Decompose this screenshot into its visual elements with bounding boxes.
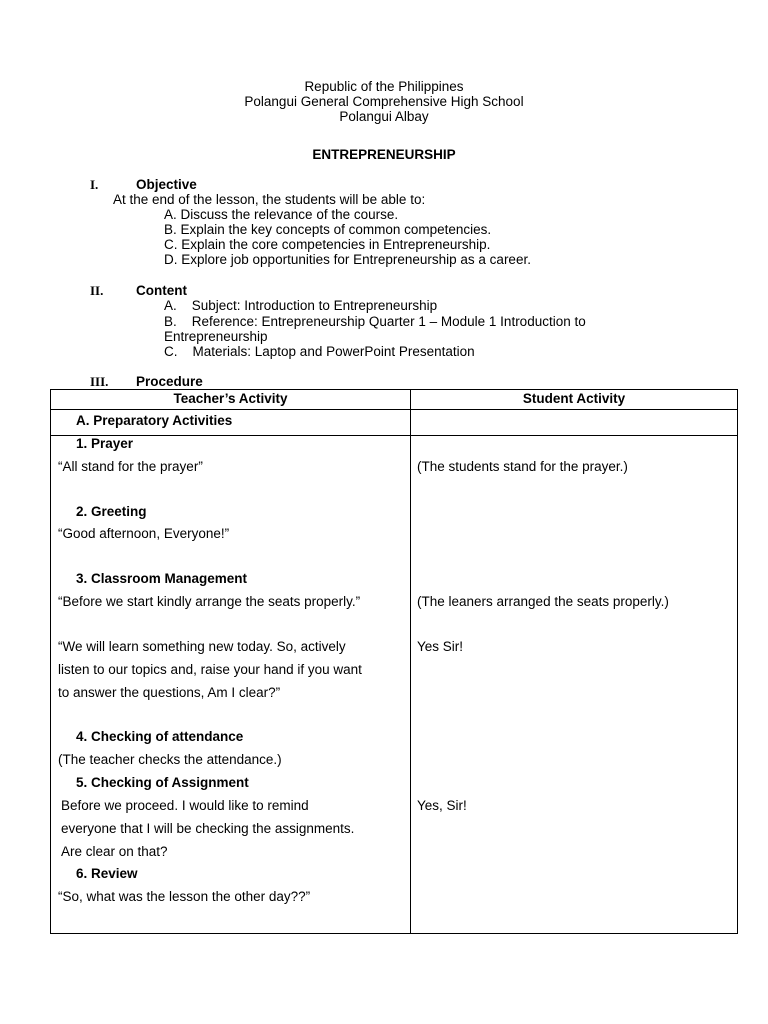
column-header-student: Student Activity [522,391,626,406]
objective-item-d: D. Explore job opportunities for Entrepreneurship as a career. [164,252,531,267]
objective-intro: At the end of the lesson, the students will be able to: [113,192,426,207]
learn-teacher-line1: “We will learn something new today. So, actively [58,639,346,654]
header-school: Polangui General Comprehensive High School [244,94,524,109]
learn-teacher-line2: listen to our topics and, raise your hand if you want [58,662,362,677]
prayer-teacher-text: “All stand for the prayer” [58,459,203,474]
objective-item-c: C. Explain the core competencies in Entrepreneurship. [164,237,491,252]
assignment-teacher-line3: Are clear on that? [61,844,168,859]
objective-item-b: B. Explain the key concepts of common competencies. [164,222,492,237]
header-republic: Republic of the Philippines [304,79,464,94]
greeting-teacher-text: “Good afternoon, Everyone!” [58,526,230,541]
content-item-b-line1: B. Reference: Entrepreneurship Quarter 1 – Module 1 Introduction to [164,314,586,329]
assignment-teacher-line2: everyone that I will be checking the assignments. [61,821,355,836]
procedure-heading: Procedure [136,374,203,389]
assignment-heading: 5. Checking of Assignment [76,775,249,790]
subject-title: ENTREPRENEURSHIP [312,147,456,162]
table-row-divider [51,435,737,436]
table-column-divider [410,390,411,933]
attendance-teacher-text: (The teacher checks the attendance.) [58,752,282,767]
classroom-management-heading: 3. Classroom Management [76,571,248,586]
header-location: Polangui Albay [339,109,429,124]
review-teacher-text: “So, what was the lesson the other day??” [58,889,311,904]
learn-teacher-line3: to answer the questions, Am I clear?” [58,685,281,700]
preparatory-activities-heading: A. Preparatory Activities [76,413,233,428]
learn-student-text: Yes Sir! [417,639,464,654]
greeting-heading: 2. Greeting [76,504,147,519]
table-header-divider [51,409,737,410]
review-heading: 6. Review [76,866,138,881]
classroom-teacher-text: “Before we start kindly arrange the seats properly.” [58,594,361,609]
prayer-heading: 1. Prayer [76,436,134,451]
attendance-heading: 4. Checking of attendance [76,729,244,744]
procedure-numeral: III. [90,374,109,389]
content-item-c: C. Materials: Laptop and PowerPoint Presentation [164,344,475,359]
procedure-table [50,389,738,934]
column-header-teacher: Teacher’s Activity [173,391,288,406]
content-numeral: II. [90,283,104,298]
content-heading: Content [136,283,187,298]
objective-heading: Objective [136,177,197,192]
content-item-b-line2: Entrepreneurship [164,329,268,344]
objective-item-a: A. Discuss the relevance of the course. [164,207,399,222]
objective-numeral: I. [90,177,99,192]
assignment-teacher-line1: Before we proceed. I would like to remind [61,798,309,813]
classroom-student-text: (The leaners arranged the seats properly.) [417,594,669,609]
prayer-student-text: (The students stand for the prayer.) [417,459,628,474]
content-item-a: A. Subject: Introduction to Entrepreneurship [164,298,438,313]
assignment-student-text: Yes, Sir! [417,798,467,813]
